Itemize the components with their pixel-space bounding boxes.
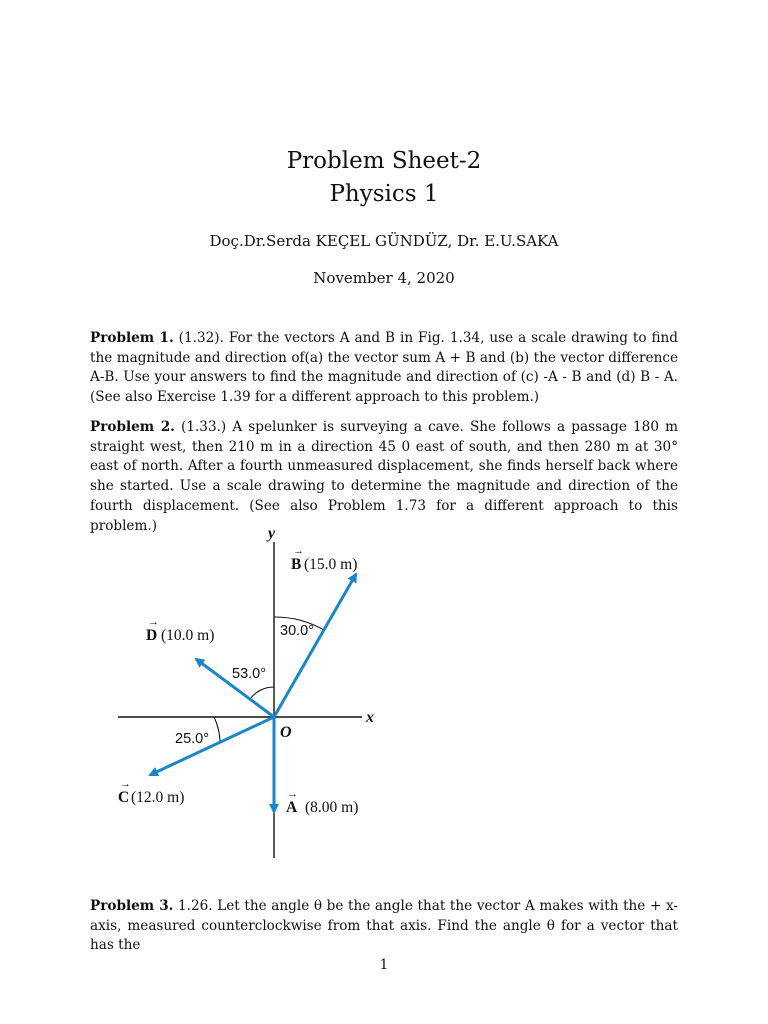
sheet-title: Problem Sheet-2	[286, 148, 482, 174]
problem-1-heading: Problem 1.	[90, 330, 174, 346]
vector-d-name: D	[146, 627, 158, 644]
angle-d-label: 53.0°	[232, 666, 267, 682]
date: November 4, 2020	[313, 269, 455, 287]
vector-b-arrow	[274, 574, 356, 717]
angle-c-label: 25.0°	[175, 731, 210, 747]
problem-2-heading: Problem 2.	[90, 419, 175, 435]
problem-3	[90, 897, 678, 956]
vector-a-arrow-glyph: →	[287, 788, 298, 800]
vector-c-arrow-glyph: →	[120, 778, 131, 790]
origin-label: O	[280, 724, 292, 741]
vector-b-name: B	[291, 556, 302, 573]
problem-2-text: (1.33.) A spelunker is surveying a cave. She follows a passage 180 m straight west, then 210 m in a direction 45 0 east of south, and then 280 m at 30° east of north. After a fourth unmeasured displacement, she finds herself back where she started. Use a scale drawing to determine the magnitude and direction of the fourth displacement. (See also Problem 1.73 for a different approach to this problem.)	[90, 419, 678, 534]
vector-a-label: (8.00 m)	[305, 799, 359, 816]
vector-d-arrow-glyph: →	[148, 616, 159, 628]
problem-3-heading: Problem 3.	[90, 898, 174, 914]
problem-3-text: 1.26. Let the angle θ be the angle that the vector A makes with the + x-axis, measured counterclockwise from that axis. Find the angle θ for a vector that has the	[90, 898, 679, 954]
problem-1	[90, 329, 678, 408]
problem-1-text: (1.32). For the vectors A and B in Fig. 1.34, use a scale drawing to find the magnitude and direction of(a) the vector sum A + B and (b) the vector difference A-B. Use your answers to find the magnitude and direction of (c) -A - B and (d) B - A. (See also Exercise 1.39 for a different approach to this problem.)	[90, 330, 679, 406]
vector-c-label: (12.0 m)	[131, 789, 185, 806]
vector-c-arrow	[150, 717, 274, 775]
course-title: Physics 1	[329, 181, 439, 207]
vector-a-name: A	[286, 799, 298, 816]
vector-d-label: (10.0 m)	[161, 627, 215, 644]
angle-c-arc	[214, 717, 220, 742]
x-axis-label: x	[366, 709, 374, 726]
authors: Doç.Dr.Serda KEÇEL GÜNDÜZ, Dr. E.U.SAKA	[209, 232, 559, 250]
page-number: 1	[379, 957, 389, 973]
angle-b-label: 30.0°	[280, 623, 315, 639]
vector-figure	[110, 520, 400, 865]
y-axis-label: y	[268, 525, 276, 542]
problem-2	[90, 418, 678, 536]
angle-d-arc	[250, 687, 274, 699]
vector-b-label: (15.0 m)	[304, 556, 358, 573]
vector-b-arrow-glyph: →	[293, 545, 304, 557]
vector-c-name: C	[118, 789, 130, 806]
